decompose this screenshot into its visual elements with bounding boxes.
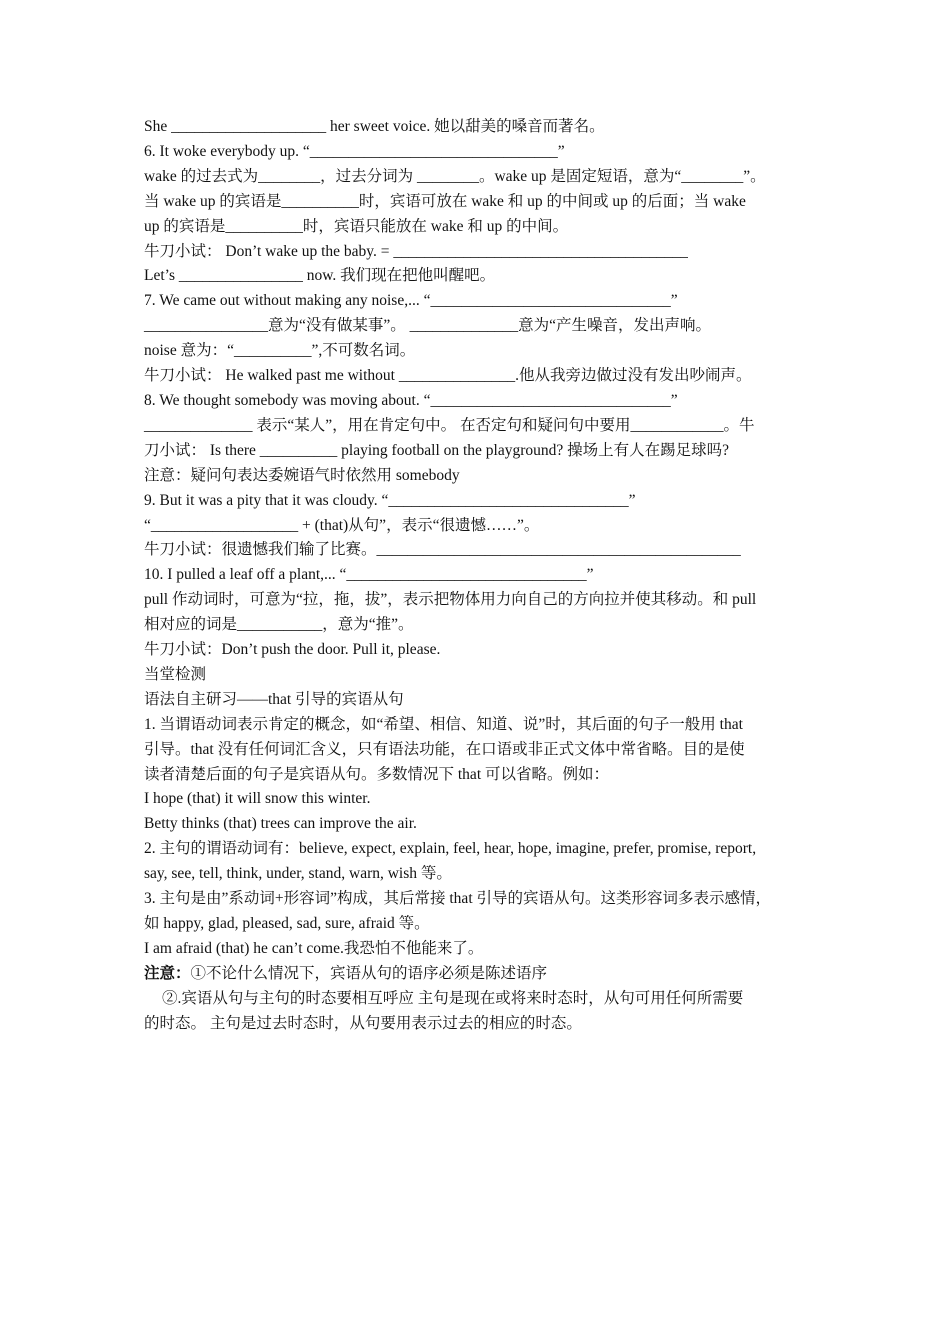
text-line: wake 的过去式为________，过去分词为 ________。wake up 是固定短语，意为“________”。 — [144, 167, 766, 185]
note-line: 的时态。 主句是过去时态时，从句要用表示过去的相应的时态。 — [144, 1014, 582, 1032]
text-line: 7. We came out without making any noise,... “_______________________________” — [144, 292, 678, 310]
text-line: 1. 当谓语动词表示肯定的概念，如“希望、相信、知道、说”时，其后面的句子一般用 that — [144, 715, 743, 733]
example-sentence: I am afraid (that) he can’t come.我恐怕不他能来了。 — [144, 939, 484, 957]
text-line: 牛刀小试：Don’t push the door. Pull it, please. — [144, 641, 441, 659]
text-line: 牛刀小试： He walked past me without _______________.他从我旁边做过没有发出吵闹声。 — [144, 367, 752, 385]
text-line: 相对应的词是___________，意为“推”。 — [144, 616, 414, 634]
example-sentence: Betty thinks (that) trees can improve the air. — [144, 815, 417, 833]
text-line: 注意：疑问句表达委婉语气时依然用 somebody — [144, 466, 460, 484]
text-line: 牛刀小试： Don’t wake up the baby. = ______________________________________ — [144, 242, 688, 260]
text-line: 10. I pulled a leaf off a plant,... “_______________________________” — [144, 566, 594, 584]
text-line: She ____________________ her sweet voice. 她以甜美的嗓音而著名。 — [144, 118, 605, 135]
section-heading: 语法自主研习——that 引导的宾语从句 — [144, 690, 404, 708]
note-line — [144, 962, 820, 987]
note-label: 注意： — [144, 964, 191, 982]
section-heading: 当堂检测 — [144, 665, 207, 683]
text-line: 引导。that 没有任何词汇含义，只有语法功能，在口语或非正式文体中常省略。目的是使 — [144, 740, 745, 758]
text-line: 如 happy, glad, pleased, sad, sure, afraid 等。 — [144, 915, 430, 932]
text-line: 刀小试： Is there __________ playing football on the playground? 操场上有人在踢足球吗? — [144, 441, 730, 459]
document-body — [144, 115, 820, 1037]
text-line: noise 意为：“__________”,不可数名词。 — [144, 342, 416, 360]
text-line: 8. We thought somebody was moving about. “_______________________________” — [144, 391, 678, 409]
example-sentence: I hope (that) it will snow this winter. — [144, 790, 371, 808]
note-point-1: ①不论什么情况下，宾语从句的语序必须是陈述语序 — [190, 964, 548, 982]
text-line: Let’s ________________ now. 我们现在把他叫醒吧。 — [144, 267, 496, 285]
text-line: 牛刀小试：很遗憾我们输了比赛。_______________________________________________ — [144, 541, 741, 559]
text-line: 9. But it was a pity that it was cloudy. “_______________________________” — [144, 491, 636, 509]
text-line: pull 作动词时，可意为“拉，拖，拔”，表示把物体用力向自己的方向拉并使其移动。和 pull — [144, 591, 757, 609]
text-line: up 的宾语是__________时，宾语只能放在 wake 和 up 的中间。 — [144, 217, 569, 235]
text-line: ______________ 表示“某人”，用在肯定句中。 在否定句和疑问句中要用____________。牛 — [144, 416, 755, 434]
text-line: say, see, tell, think, under, stand, warn, wish 等。 — [144, 865, 452, 883]
note-line: ②.宾语从句与主句的时态要相互呼应 主句是现在或将来时态时，从句可用任何所需要 — [162, 989, 744, 1007]
text-line: ________________意为“没有做某事”。 ______________意为“产生噪音，发出声响。 — [144, 317, 712, 335]
text-line: “___________________ + (that)从句”，表示“很遗憾……”。 — [144, 516, 540, 534]
text-line: 2. 主句的谓语动词有：believe, expect, explain, feel, hear, hope, imagine, prefer, promise, report, — [144, 840, 757, 858]
text-line: 读者清楚后面的句子是宾语从句。多数情况下 that 可以省略。例如： — [144, 765, 609, 783]
text-line: 3. 主句是由”系动词+形容词”构成，其后常接 that 引导的宾语从句。这类形容词多表示感情， — [144, 890, 771, 908]
text-line: 6. It woke everybody up. “________________________________” — [144, 142, 565, 160]
text-line: 当 wake up 的宾语是__________时，宾语可放在 wake 和 up 的中间或 up 的后面；当 wake — [144, 192, 746, 210]
